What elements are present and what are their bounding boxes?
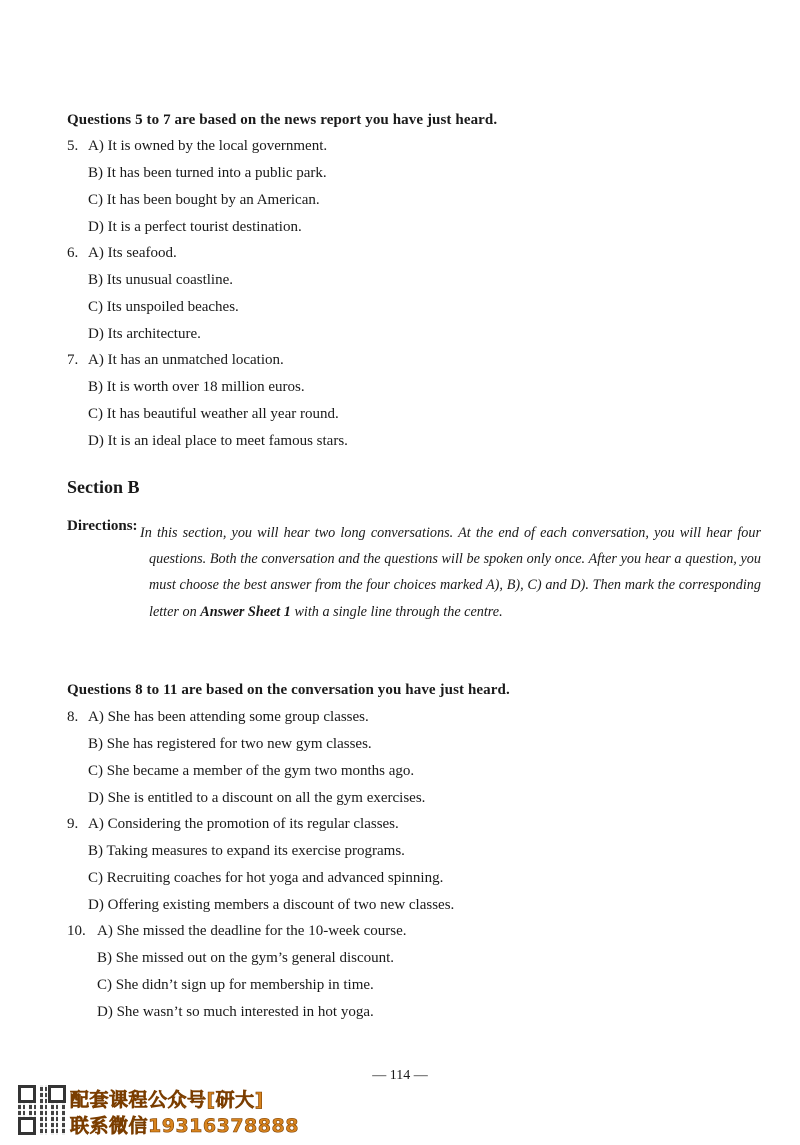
option-text: It has been turned into a public park. — [106, 165, 327, 181]
option-text: It has been bought by an American. — [106, 192, 320, 208]
question-number: 10. — [67, 923, 86, 939]
question-10-option-c — [97, 977, 374, 994]
watermark — [18, 1085, 308, 1137]
question-10-option-a — [67, 923, 407, 940]
option-text: She wasn’t so much interested in hot yoga. — [116, 1004, 374, 1020]
option-label: D) — [88, 790, 104, 806]
question-6-option-b — [88, 272, 233, 289]
option-label: B) — [88, 272, 103, 288]
option-text: It has an unmatched location. — [107, 352, 284, 368]
question-7-option-c — [88, 406, 339, 423]
question-8-option-a — [67, 709, 369, 726]
option-text: Considering the promotion of its regular classes. — [107, 816, 399, 832]
question-8-option-c — [88, 763, 414, 780]
watermark-line-2: 联系微信19316378888 — [70, 1115, 299, 1137]
question-7-option-b — [88, 379, 305, 396]
option-label: C) — [88, 192, 103, 208]
question-5-option-c — [88, 192, 320, 209]
option-label: B) — [88, 165, 103, 181]
option-label: D) — [88, 433, 104, 449]
question-5-option-d — [88, 219, 302, 236]
question-5-option-a — [67, 138, 327, 155]
question-7-option-d — [88, 433, 348, 450]
question-8-option-b — [88, 736, 372, 753]
option-text: Offering existing members a discount of two new classes. — [107, 897, 455, 913]
option-label: C) — [88, 406, 103, 422]
option-text: She didn’t sign up for membership in time. — [115, 977, 374, 993]
page-number: — 114 — — [372, 1068, 428, 1083]
option-text: She became a member of the gym two months ago. — [106, 763, 415, 779]
option-label: B) — [88, 379, 103, 395]
directions-text-end: with a single line through the centre. — [290, 603, 503, 620]
watermark-line-1: 配套课程公众号[研大] — [70, 1089, 264, 1111]
option-label: A) — [97, 923, 113, 939]
option-text: It is worth over 18 million euros. — [106, 379, 305, 395]
option-text: It has beautiful weather all year round. — [106, 406, 339, 422]
option-text: She missed the deadline for the 10-week course. — [116, 923, 407, 939]
option-text: Its unusual coastline. — [106, 272, 233, 288]
option-label: A) — [88, 816, 104, 832]
option-text: Taking measures to expand its exercise programs. — [106, 843, 405, 859]
option-text: She has been attending some group classes. — [107, 709, 369, 725]
question-6-option-a — [67, 245, 177, 262]
directions-label: Directions: — [67, 518, 138, 534]
questions-8-11-heading: Questions 8 to 11 are based on the conversation you have just heard. — [67, 682, 510, 698]
directions-text-start: In this section, you will hear two long conversations. At the end of each conversation, you will hear four questions. Both the conversation and the questions will be spoken only once. After you hear a question, you must choose the best answer from the four choices marked A), B), C) and D). Then mark the corresponding letter on — [140, 525, 761, 620]
question-6-option-d — [88, 326, 201, 343]
option-label: A) — [88, 138, 104, 154]
questions-5-7-heading: Questions 5 to 7 are based on the news report you have just heard. — [67, 112, 498, 128]
option-label: B) — [88, 843, 103, 859]
option-label: D) — [97, 1004, 113, 1020]
question-9-option-a — [67, 816, 399, 833]
qr-code-icon — [18, 1085, 66, 1135]
option-text: It is an ideal place to meet famous stars. — [107, 433, 348, 449]
directions-text — [140, 520, 761, 625]
option-text: She has registered for two new gym classes. — [106, 736, 372, 752]
option-text: Its architecture. — [107, 326, 201, 342]
option-label: B) — [97, 950, 112, 966]
option-text: Recruiting coaches for hot yoga and advanced spinning. — [106, 870, 444, 886]
question-number: 7. — [67, 352, 79, 368]
question-5-option-b — [88, 165, 327, 182]
option-text: It is owned by the local government. — [107, 138, 328, 154]
option-label: A) — [88, 245, 104, 261]
question-number: 6. — [67, 245, 79, 261]
option-label: C) — [88, 870, 103, 886]
option-label: C) — [88, 763, 103, 779]
option-label: D) — [88, 897, 104, 913]
option-label: A) — [88, 709, 104, 725]
question-9-option-b — [88, 843, 405, 860]
option-text: She is entitled to a discount on all the gym exercises. — [107, 790, 426, 806]
question-number: 9. — [67, 816, 79, 832]
option-label: A) — [88, 352, 104, 368]
answer-sheet-ref: Answer Sheet 1 — [200, 603, 291, 620]
option-label: C) — [97, 977, 112, 993]
option-label: C) — [88, 299, 103, 315]
question-10-option-b — [97, 950, 394, 967]
question-8-option-d — [88, 790, 425, 807]
question-number: 5. — [67, 138, 79, 154]
option-text: She missed out on the gym’s general discount. — [115, 950, 395, 966]
option-text: It is a perfect tourist destination. — [107, 219, 302, 235]
option-text: Its seafood. — [107, 245, 177, 261]
question-7-option-a — [67, 352, 284, 369]
option-text: Its unspoiled beaches. — [106, 299, 239, 315]
question-9-option-c — [88, 870, 443, 887]
question-9-option-d — [88, 897, 454, 914]
question-number: 8. — [67, 709, 79, 725]
option-label: B) — [88, 736, 103, 752]
option-label: D) — [88, 219, 104, 235]
option-label: D) — [88, 326, 104, 342]
section-title: Section B — [67, 477, 140, 497]
question-6-option-c — [88, 299, 239, 316]
question-10-option-d — [97, 1004, 374, 1021]
